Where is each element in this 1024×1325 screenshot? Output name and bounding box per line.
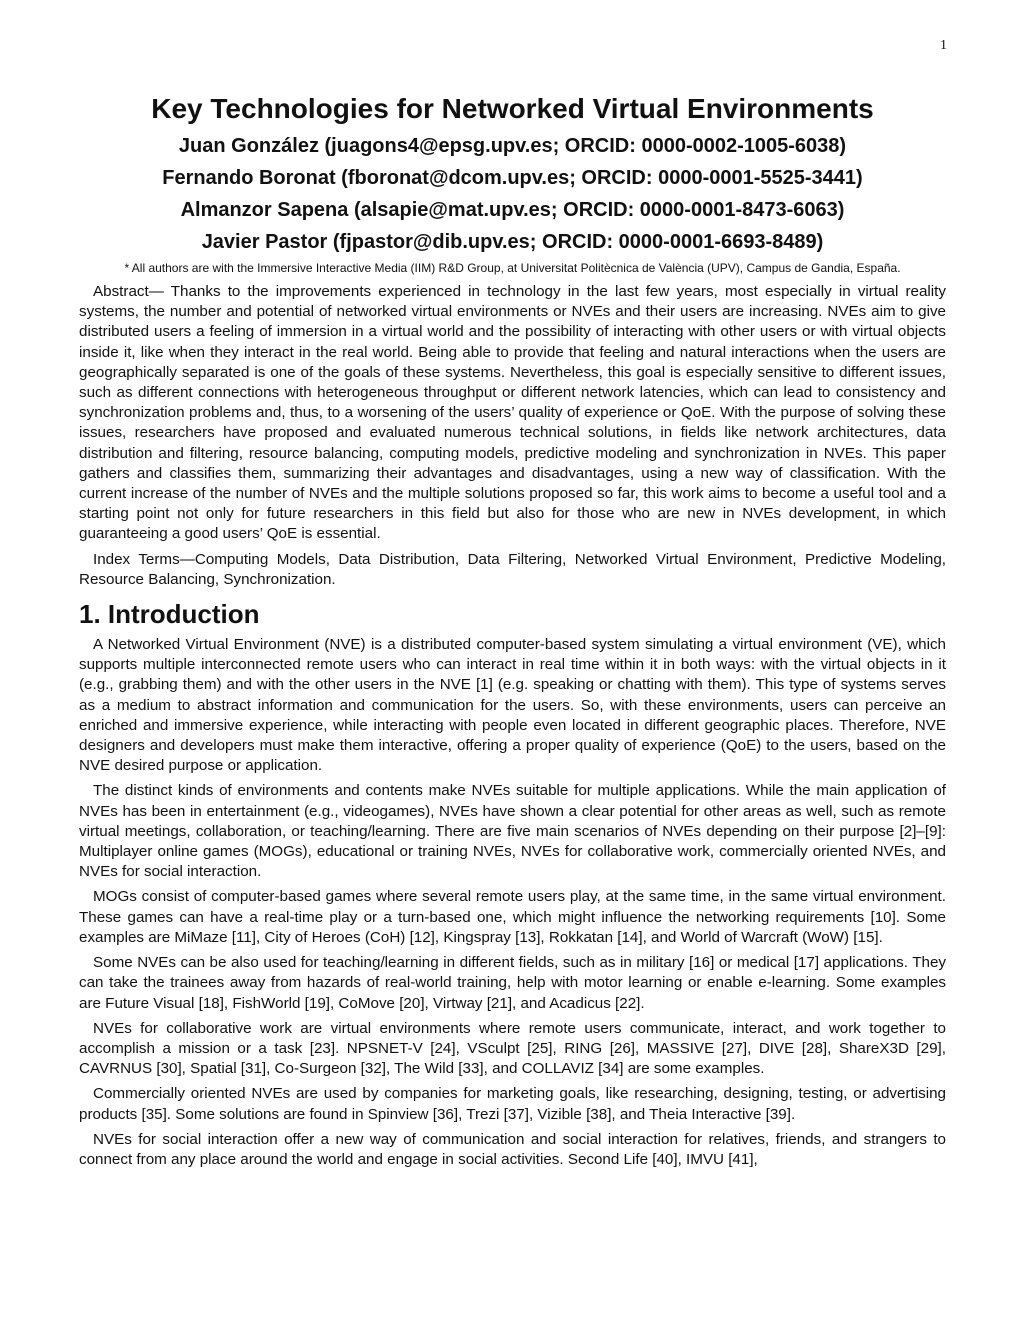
page-number: 1 (940, 38, 947, 53)
author-line: Javier Pastor (fjpastor@dib.upv.es; ORCID: 0000-0001-6693-8489) (201, 231, 824, 253)
author-line: Fernando Boronat (fboronat@dcom.upv.es; ORCID: 0000-0001-5525-3441) (162, 167, 863, 189)
intro-paragraph: NVEs for collaborative work are virtual environments where remote users communicate, interact, and work together to accomplish a mission or a task [23]. NPSNET-V [24], VSculpt [25], RING [26], MASSIVE [27], DIVE [28], ShareX3D [29], CAVRNUS [30], Spatial [31], Co-Surgeon [32], The Wild [33], and COLLAVIZ [34] are some examples. (79, 1019, 946, 1078)
paper-title: Key Technologies for Networked Virtual Environments (151, 93, 874, 124)
index-terms: Index Terms—Computing Models, Data Distribution, Data Filtering, Networked Virtual Environment, Predictive Modeling, Resource Balancing, Synchronization. (79, 550, 946, 588)
intro-paragraph: A Networked Virtual Environment (NVE) is a distributed computer-based system simulating a virtual environment (VE), which supports multiple interconnected remote users who can interact in real time within it in both ways: with the virtual objects in it (e.g., grabbing them) and with the other users in the NVE [1] (e.g. speaking or chatting with them). This type of systems serves as a medium to abstract information and communication for the users. So, with these environments, users can perceive an enriched and immersive experience, while interacting with people even located in different geographic places. Therefore, NVE designers and developers must make them interactive, offering a proper quality of experience (QoE) to the users, based on the NVE desired purpose or application. (79, 636, 946, 775)
section-heading-introduction: 1. Introduction (79, 599, 260, 630)
author-line: Almanzor Sapena (alsapie@mat.upv.es; ORCID: 0000-0001-8473-6063) (180, 199, 845, 221)
author-list (79, 130, 946, 258)
intro-paragraph: Some NVEs can be also used for teaching/learning in different fields, such as in military [16] or medical [17] applications. They can take the trainees away from hazards of real-world training, help with motor learning or enable e-learning. Some examples are Future Visual [18], FishWorld [19], CoMove [20], Virtway [21], and Acadicus [22]. (79, 954, 946, 1012)
paper-page (79, 0, 946, 1170)
intro-paragraph: The distinct kinds of environments and contents make NVEs suitable for multiple applications. While the main application of NVEs has been in entertainment (e.g., videogames), NVEs have shown a clear potential for other areas as well, such as remote virtual meetings, collaboration, or teaching/learning. There are five main scenarios of NVEs depending on their purpose [2]–[9]: Multiplayer online games (MOGs), educational or training NVEs, NVEs for collaborative work, commercially oriented NVEs, and NVEs for social interaction. (79, 782, 946, 881)
affiliation-note: * All authors are with the Immersive Interactive Media (IIM) R&D Group, at Universitat Politècnica de València (UPV), Campus de Gandia, España. (124, 261, 901, 275)
intro-paragraph: Commercially oriented NVEs are used by companies for marketing goals, like researching, designing, testing, or advertising products [35]. Some solutions are found in Spinview [36], Trezi [37], Vizible [38], and Theia Interactive [39]. (79, 1085, 946, 1123)
abstract: Abstract— Thanks to the improvements experienced in technology in the last few years, most especially in virtual reality systems, the number and potential of networked virtual environments or NVEs and their users are increasing. NVEs aim to give distributed users a feeling of immersion in a virtual world and the possibility of interacting with other users or with virtual objects inside it, like when they interact in the real world. Being able to provide that feeling and natural interactions when the users are geographically separated is one of the goals of these systems. Nevertheless, this goal is especially sensitive to different issues, such as different connections with heterogeneous throughput or different network latencies, which can lead to consistency and synchronization problems and, thus, to a worsening of the users’ quality of experience or QoE. With the purpose of solving these issues, researchers have proposed and evaluated numerous technical solutions, in fields like network architectures, data distribution and filtering, resource balancing, computing models, predictive modeling and synchronization in NVEs. This paper gathers and classifies them, summarizing their advantages and disadvantages, using a new way of classification. With the current increase of the number of NVEs and the multiple solutions proposed so far, this work aims to become a useful tool and a starting point not only for future researchers in this field but also for those who are new in NVEs development, in which guaranteeing a good users’ QoE is essential. (79, 283, 946, 543)
intro-paragraph: MOGs consist of computer-based games where several remote users play, at the same time, in the same virtual environment. These games can have a real-time play or a turn-based one, which might influence the networking requirements [10]. Some examples are MiMaze [11], City of Heroes (CoH) [12], Kingspray [13], Rokkatan [14], and World of Warcraft (WoW) [15]. (79, 888, 946, 946)
intro-paragraph: NVEs for social interaction offer a new way of communication and social interaction for relatives, friends, and strangers to connect from any place around the world and engage in social activities. Second Life [40], IMVU [41], (79, 1130, 946, 1168)
author-line: Juan González (juagons4@epsg.upv.es; ORCID: 0000-0002-1005-6038) (178, 135, 847, 157)
